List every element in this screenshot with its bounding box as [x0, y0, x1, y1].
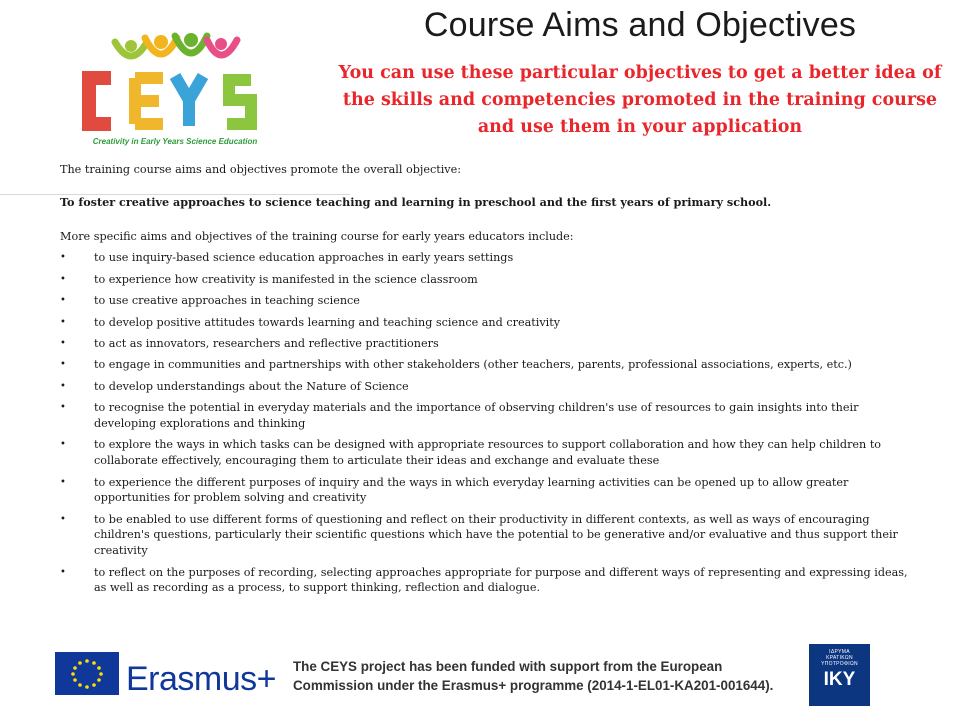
iky-logo	[809, 644, 870, 706]
iky-text-2: ΚΡΑΤΙΚΩΝ	[826, 655, 853, 661]
list-item: • to be enabled to use different forms of questioning and reflect on their productivity in different contexts, as well as ways of encouraging children's questions, particularly their scientific questions which have the potential to be generative and/or evaluative and thus support their creativity	[60, 512, 898, 558]
ceys-logo	[75, 30, 275, 152]
bullet-icon: •	[60, 513, 66, 525]
bullet-icon: •	[60, 295, 66, 307]
list-item: • to explore the ways in which tasks can be designed with appropriate resources to support collaboration and how they can help children to collaborate effectively, encouraging them to articulate their ideas and exchange and evaluate these	[60, 438, 882, 468]
funding-statement	[293, 657, 793, 695]
bullet-icon: •	[60, 380, 66, 392]
bullet-icon: •	[60, 566, 66, 578]
logo-tagline: Creativity in Early Years Science Education	[92, 137, 258, 146]
funding-line-1: The CEYS project has been funded with support from the European	[293, 659, 723, 674]
footer	[0, 640, 960, 720]
list-item: • to act as innovators, researchers and reflective practitioners	[60, 336, 439, 350]
bullet-icon: •	[60, 439, 66, 451]
list-item: • to recognise the potential in everyday materials and the importance of observing children's use of resources to gain insights into their developing explorations and thinking	[60, 401, 859, 430]
children-figures-icon	[115, 33, 237, 56]
list-item: • to use inquiry-based science education approaches in early years settings	[60, 251, 514, 265]
bullet-icon: •	[60, 476, 66, 488]
erasmus-plus-logo: Erasmus+	[126, 660, 276, 698]
list-item: • to develop positive attitudes towards learning and teaching science and creativity	[60, 315, 561, 329]
list-item: • to use creative approaches in teaching science	[60, 294, 360, 308]
page-title: Course Aims and Objectives	[423, 6, 857, 44]
list-item: • to reflect on the purposes of recording, selecting approaches appropriate for purpose and different ways of representing and expressing ideas, as well as recording as a process, to support thinking, reflection and dialogue.	[60, 565, 908, 595]
bullet-icon: •	[60, 402, 66, 414]
bullet-icon: •	[60, 316, 66, 328]
bullet-icon: •	[60, 337, 66, 349]
iky-text-1: ΙΔΡΥΜΑ	[829, 649, 850, 655]
eu-flag-icon	[55, 652, 119, 695]
bullet-icon: •	[60, 273, 66, 285]
ceys-letters	[89, 76, 251, 126]
page-subtitle: You can use these particular objectives to get a better idea of the skills and competencies promoted in the training course and use them in your application	[338, 63, 942, 137]
list-item: • to develop understandings about the Nature of Science	[60, 379, 409, 393]
ceys-logo-graphic	[75, 30, 275, 152]
bullet-icon: •	[60, 252, 66, 264]
list-item: • to experience the different purposes of inquiry and the ways in which everyday learning activities can be opened up to allow greater opportunities for problem solving and creativity	[60, 475, 849, 505]
iky-wordmark: IKY	[823, 669, 856, 690]
overall-objective: To foster creative approaches to science teaching and learning in preschool and the first years of primary school.	[60, 194, 772, 209]
specific-aims-heading: More specific aims and objectives of the training course for early years educators include:	[60, 229, 574, 243]
list-item: • to engage in communities and partnerships with other stakeholders (other teachers, parents, professional associations, experts, etc.)	[60, 358, 852, 372]
iky-text-3: ΥΠΟΤΡΟΦΙΩΝ	[821, 661, 858, 667]
intro-text: The training course aims and objectives promote the overall objective:	[60, 163, 462, 176]
bullet-icon: •	[60, 359, 66, 371]
main-content	[60, 162, 908, 602]
list-item: • to experience how creativity is manifested in the science classroom	[60, 272, 478, 286]
funding-line-2: Commission under the Erasmus+ programme (2014-1-EL01-KA201-001644).	[293, 678, 774, 693]
aims-list	[60, 250, 908, 596]
